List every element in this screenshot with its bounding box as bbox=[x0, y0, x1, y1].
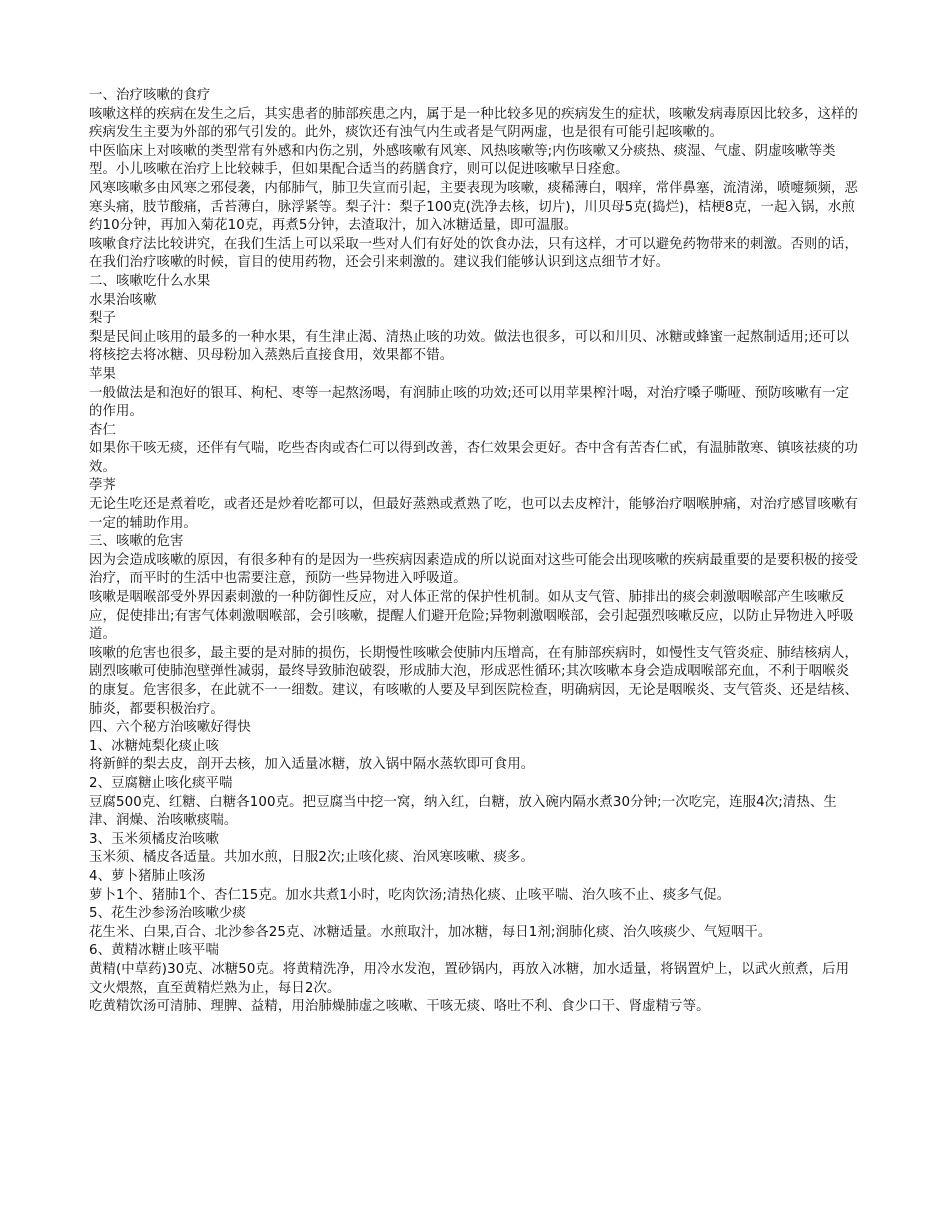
paragraph: 无论生吃还是煮着吃，或者还是炒着吃都可以，但最好蒸熟或煮熟了吃，也可以去皮榨汁，能够治疗咽喉肿痛，对治疗感冒咳嗽有一定的辅助作用。 bbox=[89, 497, 858, 531]
paragraph: 将新鲜的梨去皮，剖开去核，加入适量冰糖，放入锅中隔水蒸软即可食用。 bbox=[89, 757, 535, 773]
paragraph: 豆腐500克、红糖、白糖各100克。把豆腐当中挖一窝，纳入红，白糖，放入碗内隔水煮30分钟;一次吃完，连服4次;清热、生津、润燥、治咳嗽痰喘。 bbox=[89, 794, 837, 829]
remedy-heading: 3、玉米须橘皮治咳嗽 bbox=[89, 831, 220, 847]
remedy-heading: 4、萝卜猪肺止咳汤 bbox=[89, 868, 206, 884]
subheading: 水果治咳嗽 bbox=[89, 292, 157, 308]
remedy-heading: 1、冰糖炖梨化痰止咳 bbox=[89, 738, 220, 754]
paragraph: 咳嗽是咽喉部受外界因素刺激的一种防御性反应，对人体正常的保护性机制。如从支气管、肺排出的痰会刺激咽喉部产生咳嗽反应，促使排出;有害气体刺激咽喉部，会引咳嗽，提醒人们避开危险;异物刺激咽喉部，会引起强烈咳嗽反应，以防止异物进入呼吸道。 bbox=[89, 590, 854, 643]
section-heading: 三、咳嗽的危害 bbox=[89, 534, 184, 550]
subheading: 杏仁 bbox=[89, 422, 116, 438]
paragraph: 咳嗽这样的疾病在发生之后，其实患者的肺部疾患之内，属于是一种比较多见的疾病发生的症状，咳嗽发病毒原因比较多，这样的疾病发生主要为外部的邪气引发的。此外，痰饮还有浊气内生或者是气阴两虚，也是很有可能引起咳嗽的。 bbox=[89, 106, 858, 141]
paragraph: 如果你干咳无痰，还伴有气喘，吃些杏肉或杏仁可以得到改善，杏仁效果会更好。杏中含有苦杏仁甙，有温肺散寒、镇咳祛痰的功效。 bbox=[89, 441, 858, 475]
paragraph: 中医临床上对咳嗽的类型常有外感和内伤之别，外感咳嗽有风寒、风热咳嗽等;内伤咳嗽又分痰热、痰湿、气虚、阴虚咳嗽等类型。小儿咳嗽在治疗上比较棘手，但如果配合适当的药膳食疗，则可以促进咳嗽早日痊愈。 bbox=[89, 143, 836, 178]
subheading: 梨子 bbox=[89, 311, 116, 327]
section-heading: 四、六个秘方治咳嗽好得快 bbox=[89, 720, 251, 736]
document-body bbox=[89, 87, 861, 1017]
subheading: 荸荠 bbox=[89, 478, 116, 494]
paragraph: 玉米须、橘皮各适量。共加水煎，日服2次;止咳化痰、治风寒咳嗽、痰多。 bbox=[89, 850, 534, 866]
paragraph: 萝卜1个、猪肺1个、杏仁15克。加水共煮1小时，吃肉饮汤;清热化痰、止咳平喘、治久咳不止、痰多气促。 bbox=[89, 887, 731, 903]
paragraph: 一般做法是和泡好的银耳、枸杞、枣等一起熬汤喝，有润肺止咳的功效;还可以用苹果榨汁喝，对治疗嗓子嘶哑、预防咳嗽有一定的作用。 bbox=[89, 385, 850, 420]
section-heading: 一、治疗咳嗽的食疗 bbox=[89, 88, 211, 103]
paragraph: 咳嗽食疗法比较讲究，在我们生活上可以采取一些对人们有好处的饮食办法，只有这样，才可以避免药物带来的刺激。否则的话，在我们治疗咳嗽的时候，盲目的使用药物，还会引来刺激的。建议我们能够认识到这点细节才好。 bbox=[89, 236, 858, 271]
paragraph: 梨是民间止咳用的最多的一种水果，有生津止渴、清热止咳的功效。做法也很多，可以和川贝、冰糖或蜂蜜一起熬制适用;还可以将核挖去将冰糖、贝母粉加入蒸熟后直接食用，效果都不错。 bbox=[89, 329, 850, 364]
section-heading: 二、咳嗽吃什么水果 bbox=[89, 273, 211, 289]
paragraph: 黄精(中草药)30克、冰糖50克。将黄精洗净，用冷水发泡，置砂锅内，再放入冰糖，加水适量，将锅置炉上，以武火煎煮，后用文火煨熬，直至黄精烂熟为止，每日2次。 bbox=[89, 961, 850, 996]
paragraph: 吃黄精饮汤可清肺、理脾、益精，用治肺燥肺虚之咳嗽、干咳无痰、咯吐不利、食少口干、肾虚精亏等。 bbox=[89, 999, 710, 1015]
paragraph: 咳嗽的危害也很多，最主要的是对肺的损伤，长期慢性咳嗽会使肺内压增高，在有肺部疾病时，如慢性支气管炎症、肺结核病人，剧烈咳嗽可使肺泡壁弹性减弱，最终导致肺泡破裂，形成肺大泡，形成恶性循环;其次咳嗽本身会造成咽喉部充血，不利于咽喉炎的康复。危害很多，在此就不一一细数。建议，有咳嗽的人要及早到医院检查，明确病因，无论是咽喉炎、支气管炎、还是结核、肺炎，都要积极治疗。 bbox=[89, 645, 858, 717]
paragraph: 花生米、白果,百合、北沙参各25克、冰糖适量。水煎取汁，加冰糖，每日1剂;润肺化痰、治久咳痰少、气短咽干。 bbox=[89, 924, 772, 940]
remedy-heading: 5、花生沙参汤治咳嗽少痰 bbox=[89, 906, 247, 922]
paragraph: 风寒咳嗽多由风寒之邪侵袭，内郁肺气，肺卫失宣而引起，主要表现为咳嗽，痰稀薄白，咽痒，常伴鼻塞，流清涕，喷嚏频频，恶寒头痛，肢节酸痛，舌苔薄白，脉浮紧等。梨子汁：梨子100克(洗净去核，切片)，川贝母5克(捣烂)，桔梗8克，一起入锅，水煎约10分钟，再加入菊花10克，再煮5分钟，去渣取汁，加入冰糖适量，即可温服。 bbox=[89, 180, 858, 234]
paragraph: 因为会造成咳嗽的原因，有很多种有的是因为一些疾病因素造成的所以说面对这些可能会出现咳嗽的疾病最重要的是要积极的接受治疗，而平时的生活中也需要注意，预防一些异物进入呼吸道。 bbox=[89, 552, 858, 587]
remedy-heading: 6、黄精冰糖止咳平喘 bbox=[89, 943, 220, 959]
remedy-heading: 2、豆腐糖止咳化痰平喘 bbox=[89, 775, 233, 791]
subheading: 苹果 bbox=[89, 366, 116, 382]
